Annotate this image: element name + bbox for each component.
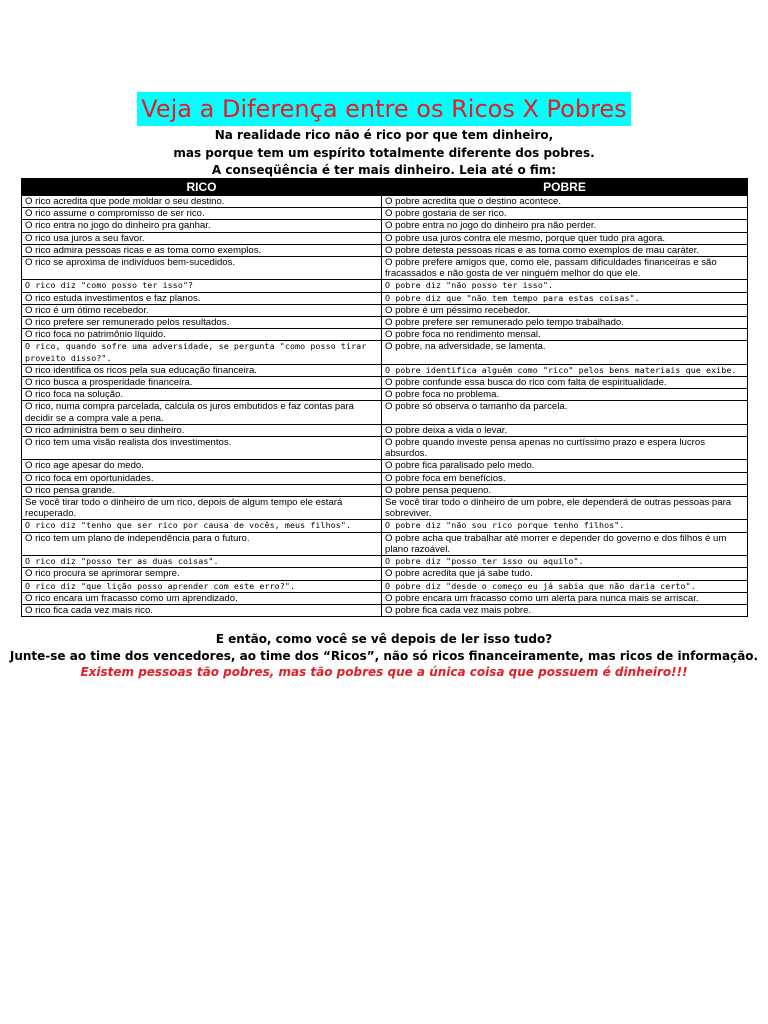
pobre-cell: O pobre identifica alguém como "rico" pelos bens materiais que exibe. (382, 364, 748, 376)
rico-cell: O rico foca em oportunidades. (22, 472, 382, 484)
pobre-cell: O pobre só observa o tamanho da parcela. (382, 401, 748, 424)
rico-cell: O rico diz "tenho que ser rico por causa de vocês, meus filhos". (22, 520, 382, 532)
table-row (22, 232, 748, 244)
table-row (22, 424, 748, 436)
rico-cell: O rico, quando sofre uma adversidade, se pergunta "como posso tirar proveito disso?". (22, 341, 382, 364)
pobre-cell: O pobre diz "posso ter isso ou aquilo". (382, 556, 748, 568)
pobre-cell: O pobre foca no rendimento mensal. (382, 329, 748, 341)
table-row (22, 484, 748, 496)
table-row (22, 460, 748, 472)
rico-cell: O rico encara um fracasso como um aprendizado. (22, 592, 382, 604)
table-row (22, 220, 748, 232)
table-row (22, 341, 748, 364)
table-row (22, 592, 748, 604)
pobre-cell: O pobre quando investe pensa apenas no curtíssimo prazo e espera lucros absurdos. (382, 437, 748, 460)
rico-cell: O rico diz "que lição posso aprender com este erro?". (22, 580, 382, 592)
intro-line-3: A conseqüência é ter mais dinheiro. Leia até o fim: (211, 163, 557, 177)
pobre-cell: O pobre confunde essa busca do rico com falta de espiritualidade. (382, 377, 748, 389)
pobre-cell: O pobre prefere ser remunerado pelo tempo trabalhado. (382, 317, 748, 329)
table-row (22, 317, 748, 329)
pobre-cell: O pobre encara um fracasso como um alerta para nunca mais se arriscar. (382, 592, 748, 604)
table-row (22, 580, 748, 592)
table-row (22, 497, 748, 520)
rico-cell: O rico fica cada vez mais rico. (22, 604, 382, 616)
title-wrap (0, 92, 768, 126)
pobre-cell: O pobre diz "não sou rico porque tenho filhos". (382, 520, 748, 532)
table-row (22, 604, 748, 616)
rico-cell: O rico diz "como posso ter isso"? (22, 280, 382, 292)
table-row (22, 556, 748, 568)
rico-cell: Se você tirar todo o dinheiro de um rico, depois de algum tempo ele estará recuperado. (22, 497, 382, 520)
pobre-cell: O pobre deixa a vida o levar. (382, 424, 748, 436)
pobre-cell: O pobre pensa pequeno. (382, 484, 748, 496)
rico-cell: O rico tem um plano de independência para o futuro. (22, 532, 382, 555)
pobre-cell: O pobre detesta pessoas ricas e as toma como exemplos de mau caráter. (382, 244, 748, 256)
pobre-cell: O pobre prefere amigos que, como ele, passam dificuldades financeiras e são fracassados e não gosta de ver ninguém melhor do que ele. (382, 257, 748, 280)
intro-line-1: Na realidade rico não é rico por que tem dinheiro, (214, 128, 554, 142)
table-row (22, 257, 748, 280)
rico-cell: O rico administra bem o seu dinheiro. (22, 424, 382, 436)
rico-cell: O rico se aproxima de indivíduos bem-sucedidos. (22, 257, 382, 280)
pobre-cell: O pobre diz "não posso ter isso". (382, 280, 748, 292)
pobre-cell: O pobre entra no jogo do dinheiro pra não perder. (382, 220, 748, 232)
table-row (22, 304, 748, 316)
header-pobre: POBRE (382, 179, 748, 196)
pobre-cell: O pobre, na adversidade, se lamenta. (382, 341, 748, 364)
table-row (22, 208, 748, 220)
pobre-cell: O pobre é um péssimo recebedor. (382, 304, 748, 316)
table-row (22, 196, 748, 208)
rico-cell: O rico tem uma visão realista dos investimentos. (22, 437, 382, 460)
pobre-cell: O pobre foca em benefícios. (382, 472, 748, 484)
pobre-cell: O pobre usa juros contra ele mesmo, porque quer tudo pra agora. (382, 232, 748, 244)
rico-cell: O rico prefere ser remunerado pelos resultados. (22, 317, 382, 329)
rico-cell: O rico foca no patrimônio líquido. (22, 329, 382, 341)
table-body (22, 196, 748, 617)
rico-cell: O rico usa juros a seu favor. (22, 232, 382, 244)
table-row (22, 401, 748, 424)
table-row (22, 377, 748, 389)
rico-cell: O rico foca na solução. (22, 389, 382, 401)
intro-line-2: mas porque tem um espírito totalmente diferente dos pobres. (173, 146, 595, 160)
rico-cell: O rico age apesar do medo. (22, 460, 382, 472)
table-row (22, 472, 748, 484)
rico-cell: O rico acredita que pode moldar o seu destino. (22, 196, 382, 208)
comparison-table (21, 178, 748, 617)
table-row (22, 244, 748, 256)
table-header-row (22, 179, 748, 196)
closing-punchline: Existem pessoas tão pobres, mas tão pobres que a única coisa que possuem é dinheiro!!! (80, 665, 688, 679)
table-row (22, 364, 748, 376)
pobre-cell: O pobre fica cada vez mais pobre. (382, 604, 748, 616)
pobre-cell: O pobre diz "desde o começo eu já sabia que não daria certo". (382, 580, 748, 592)
pobre-cell: O pobre diz que "não tem tempo para estas coisas". (382, 292, 748, 304)
rico-cell: O rico pensa grande. (22, 484, 382, 496)
table-row (22, 329, 748, 341)
rico-cell: O rico estuda investimentos e faz planos. (22, 292, 382, 304)
closing-question: E então, como você se vê depois de ler isso tudo? (215, 632, 553, 646)
rico-cell: O rico identifica os ricos pela sua educação financeira. (22, 364, 382, 376)
rico-cell: O rico é um ótimo recebedor. (22, 304, 382, 316)
table-row (22, 292, 748, 304)
pobre-cell: Se você tirar todo o dinheiro de um pobre, ele dependerá de outras pessoas para sobreviver. (382, 497, 748, 520)
table-row (22, 437, 748, 460)
rico-cell: O rico, numa compra parcelada, calcula os juros embutidos e faz contas para decidir se a compra vale a pena. (22, 401, 382, 424)
rico-cell: O rico busca a prosperidade financeira. (22, 377, 382, 389)
pobre-cell: O pobre foca no problema. (382, 389, 748, 401)
table-row (22, 520, 748, 532)
table-row (22, 389, 748, 401)
pobre-cell: O pobre gostaria de ser rico. (382, 208, 748, 220)
rico-cell: O rico assume o compromisso de ser rico. (22, 208, 382, 220)
rico-cell: O rico diz "posso ter as duas coisas". (22, 556, 382, 568)
table-row (22, 532, 748, 555)
page-title: Veja a Diferença entre os Ricos X Pobres (137, 92, 630, 126)
rico-cell: O rico entra no jogo do dinheiro pra ganhar. (22, 220, 382, 232)
pobre-cell: O pobre acha que trabalhar até morrer e depender do governo e dos filhos é um plano razoável. (382, 532, 748, 555)
pobre-cell: O pobre fica paralisado pelo medo. (382, 460, 748, 472)
header-rico: RICO (22, 179, 382, 196)
pobre-cell: O pobre acredita que o destino acontece. (382, 196, 748, 208)
closing-invitation: Junte-se ao time dos vencedores, ao time dos “Ricos”, não só ricos financeiramente, mas ricos de informação. (9, 649, 759, 663)
table-row (22, 568, 748, 580)
rico-cell: O rico procura se aprimorar sempre. (22, 568, 382, 580)
rico-cell: O rico admira pessoas ricas e as toma como exemplos. (22, 244, 382, 256)
table-row (22, 280, 748, 292)
pobre-cell: O pobre acredita que já sabe tudo. (382, 568, 748, 580)
